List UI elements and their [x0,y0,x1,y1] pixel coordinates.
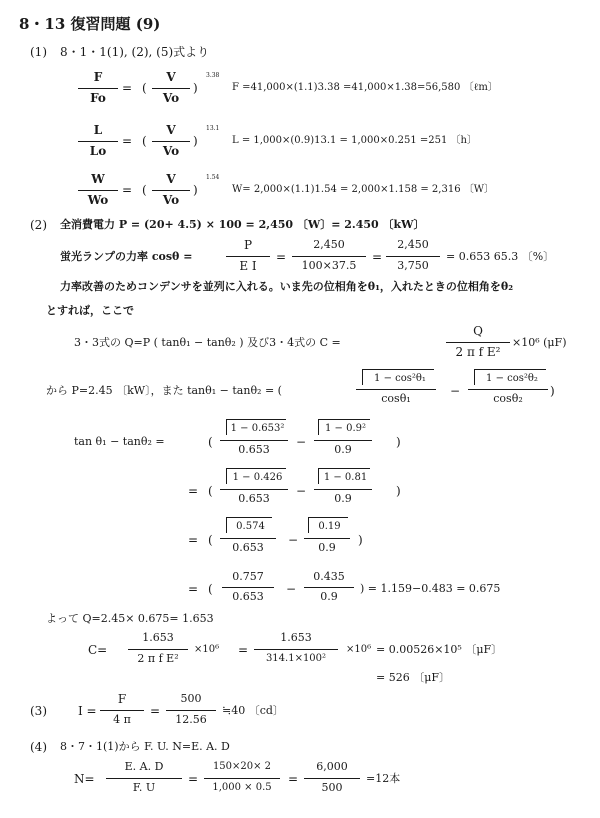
radicand: 1 − 0.653² [230,423,285,434]
inner-numerator: V [166,172,176,186]
left-paren: ( [142,134,147,148]
denominator: 2 π f E² [137,652,179,665]
sqrt-sign [362,369,363,385]
section1-label: (1) [30,45,47,59]
sqrt-sign [318,419,319,435]
n-lhs: N= [74,772,95,786]
fraction-bar [468,389,548,390]
pf-numerator: 2,450 [313,238,345,251]
left-paren: ( [208,582,213,596]
denominator: 0.9 [320,590,338,603]
fraction-bar [128,649,188,650]
fraction-bar [106,778,182,779]
text-capacitor: 力率改善のためコンデンサを並列に入れる。いま先の位相角をθ₁，入れたときの位相角をθ₂ [60,280,514,293]
equals-sign: = [238,643,249,657]
tan-lhs: tan θ₁ − tanθ₂ = [74,435,165,448]
fraction-bar [386,256,440,257]
inner-numerator: V [166,70,176,84]
ratio-denominator: Wo [87,193,109,207]
right-paren: ) [396,484,401,498]
equals-sign: = [150,704,161,718]
fraction-bar [222,587,274,588]
exponent: 13.1 [206,125,220,132]
left-paren: ( [208,435,213,449]
equals-sign: = [188,533,199,547]
sqrt-sign [226,468,227,484]
fraction-bar [304,778,360,779]
flux-result: F =41,000×(1.1)3.38 =41,000×1.38=56,580 〔ℓm〕 [232,82,498,93]
fraction-bar [100,710,144,711]
sqrt-sign [226,419,227,435]
numerator: 6,000 [316,760,348,773]
section4-label: (4) [30,740,47,754]
c-result-final: = 526 〔μF〕 [376,671,450,684]
text-condition: とすれば，ここで [46,304,134,317]
fraction-bar [152,190,190,191]
minus-sign: − [286,582,297,596]
section1-intro: 8・1・1(1), (2), (5)式より [60,45,210,59]
denominator: cosθ₁ [381,392,411,405]
inner-denominator: Vo [162,193,180,207]
minus-sign: − [450,384,461,398]
left-paren: ( [208,484,213,498]
c-result-scientific: = 0.00526×10⁵ 〔μF〕 [376,643,503,656]
right-paren: ) [193,183,198,197]
denominator: cosθ₂ [493,392,523,405]
numerator: E. A. D [124,760,164,773]
c-lhs: C= [88,643,108,657]
minus-sign: − [296,484,307,498]
pf-denominator: 3,750 [397,259,429,272]
inner-denominator: Vo [162,144,180,158]
numerator: F [117,692,127,706]
lamp-count-result: =12本 [366,772,401,785]
sqrt-bar [318,468,370,469]
section2-label: (2) [30,218,47,232]
sqrt-bar [226,419,286,420]
power-factor-label: 蛍光ランプの力率 cosθ = [60,250,193,263]
fraction-bar [254,649,338,650]
equals-sign: = [188,772,199,786]
minus-sign: − [296,435,307,449]
c-numerator: Q [473,324,483,338]
pf-numerator: P [243,238,253,252]
total-power-line: 全消費電力 P = (20+ 4.5) × 100 = 2,450 〔W〕= 2.450 〔kW〕 [60,218,425,231]
denominator: F. U [132,781,156,794]
ratio-denominator: Lo [89,144,107,158]
page-title: 8・13 復習問題 (9) [19,15,161,33]
denominator: 0.9 [318,541,336,554]
left-paren: ( [142,183,147,197]
numerator: 1.653 [142,631,174,644]
denominator: 4 π [113,713,131,726]
denominator: 0.653 [232,541,264,554]
numerator: 0.757 [232,570,264,583]
c-tail: ×10⁶ (μF) [512,336,567,349]
equals-sign: = [372,250,383,264]
from-line: から P=2.45 〔kW〕，また tanθ₁ − tanθ₂ = ( [46,384,282,397]
left-paren: ( [142,81,147,95]
sqrt-sign [318,468,319,484]
fraction-bar [220,489,288,490]
power-result: W= 2,000×(1.1)1.54 = 2,000×1.158 = 2,316 〔W〕 [232,184,495,195]
fraction-bar [152,88,190,89]
denominator: 1,000 × 0.5 [212,782,272,793]
q-formula: 3・3式の Q=P ( tanθ₁ − tanθ₂ ) 及び3・4式の C = [74,336,341,349]
fraction-bar [78,190,118,191]
radicand: 1 − 0.81 [323,472,368,483]
pf-denominator: 100×37.5 [301,259,357,272]
intensity-lhs: I = [78,704,97,718]
exponent: 1.54 [206,174,220,181]
ratio-numerator: L [93,123,103,137]
fraction-bar [314,489,372,490]
denominator: 500 [321,781,343,794]
sqrt-bar [318,419,370,420]
right-paren: ) [193,81,198,95]
inner-numerator: V [166,123,176,137]
inner-denominator: Vo [162,91,180,105]
radicand: 0.19 [318,521,341,532]
equals-sign: = [288,772,299,786]
radicand: 1 − 0.9² [324,423,366,434]
fraction-bar [314,440,372,441]
sqrt-sign [308,517,309,533]
denominator: 0.653 [238,443,270,456]
denominator: 314.1×100² [265,653,327,664]
equals-sign: = [188,582,199,596]
fraction-bar [304,538,350,539]
ratio-denominator: Fo [90,91,106,105]
sqrt-bar [362,369,434,370]
equals-sign: = [122,81,133,95]
sqrt-bar [308,517,348,518]
exponent: 3.38 [206,72,220,79]
life-result: L = 1,000×(0.9)13.1 = 1,000×0.251 =251 〔h〕 [232,135,477,146]
pf-denominator: E I [239,259,257,273]
equals-sign: = [188,484,199,498]
calc-result: ) = 1.159−0.483 = 0.675 [360,582,501,595]
sqrt-bar [226,468,286,469]
fraction-bar [220,440,288,441]
sqrt-bar [474,369,546,370]
fraction-bar [446,342,510,343]
fraction-bar [204,778,280,779]
fraction-bar [166,710,216,711]
fraction-bar [78,88,118,89]
numerator: 0.435 [313,570,345,583]
multiplier: ×10⁶ [346,644,372,655]
denominator: 0.653 [238,492,270,505]
equals-sign: = [122,183,133,197]
pf-numerator: 2,450 [397,238,429,251]
right-paren: ) [396,435,401,449]
numerator: 150×20× 2 [212,761,272,772]
sqrt-sign [226,517,227,533]
fraction-bar [78,141,118,142]
equals-sign: = [122,134,133,148]
numerator: 1.653 [280,631,312,644]
section3-label: (3) [30,704,47,718]
ratio-numerator: W [91,172,105,186]
intensity-result: ≒40 〔cd〕 [222,704,284,717]
equals-sign: = [276,250,287,264]
denominator: 0.9 [334,443,352,456]
denominator: 0.9 [334,492,352,505]
fraction-bar [304,587,354,588]
fraction-bar [226,256,270,257]
section4-intro: 8・7・1(1)から F. U. N=E. A. D [60,740,230,753]
radicand: 0.574 [236,521,265,532]
fraction-bar [152,141,190,142]
radicand: 1 − cos²θ₁ [374,373,426,384]
fraction-bar [292,256,366,257]
denominator: 12.56 [175,713,207,726]
pf-result: = 0.653 65.3 〔%〕 [446,250,555,263]
radicand: 1 − cos²θ₂ [486,373,538,384]
sqrt-bar [226,517,272,518]
c-denominator: 2 π f E² [455,345,501,359]
right-paren: ) [550,384,555,398]
fraction-bar [220,538,276,539]
left-paren: ( [208,533,213,547]
minus-sign: − [288,533,299,547]
multiplier: ×10⁶ [194,644,220,655]
right-paren: ) [358,533,363,547]
radicand: 1 − 0.426 [232,472,283,483]
fraction-bar [356,389,436,390]
therefore-line: よって Q=2.45× 0.675= 1.653 [46,612,214,625]
sqrt-sign [474,369,475,385]
denominator: 0.653 [232,590,264,603]
right-paren: ) [193,134,198,148]
ratio-numerator: F [93,70,103,84]
numerator: 500 [180,692,202,705]
